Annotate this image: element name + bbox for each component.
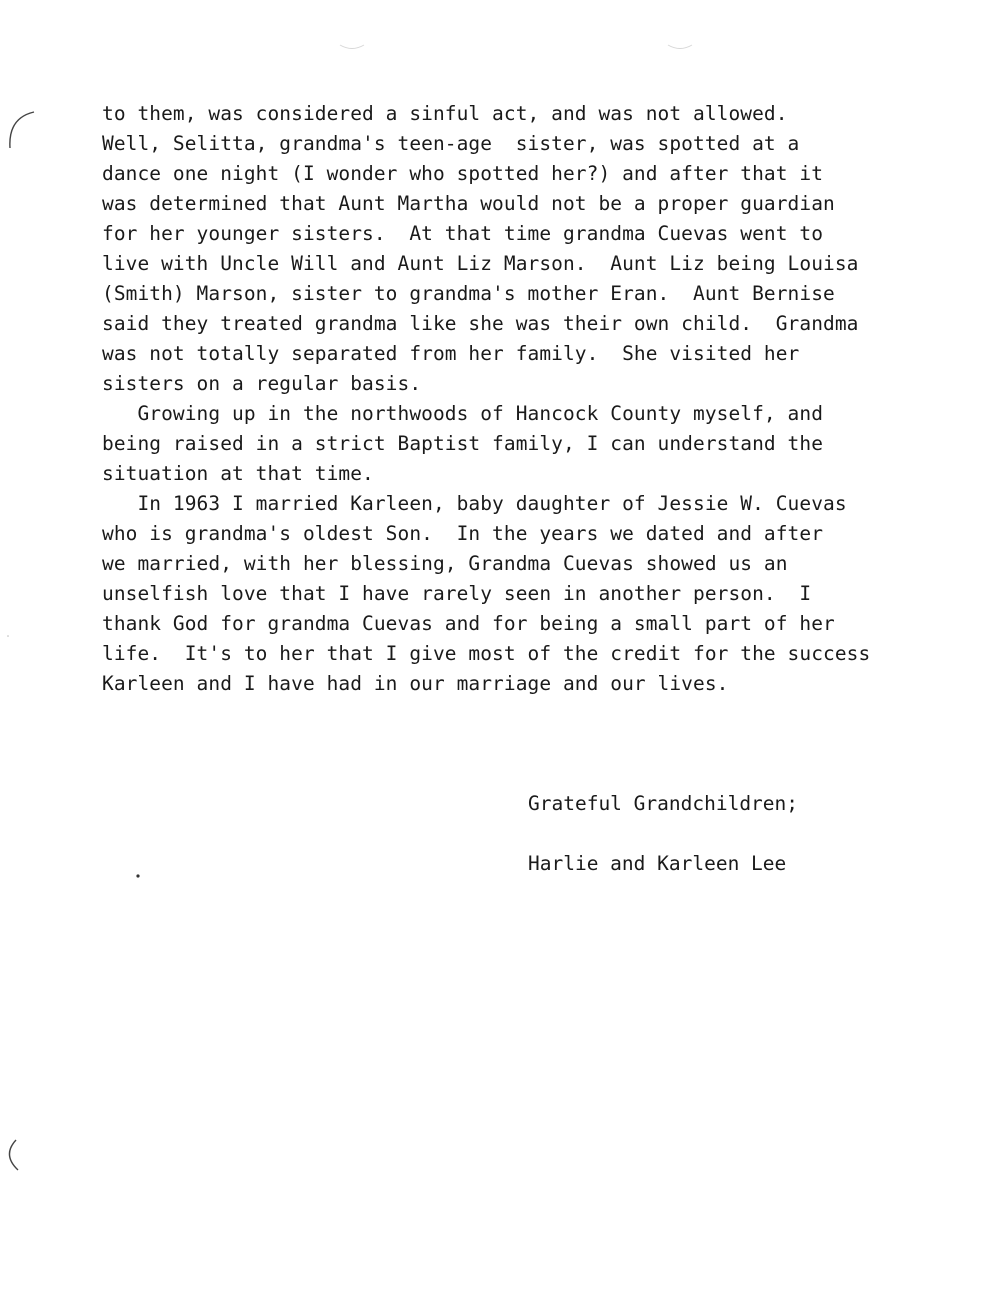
letter-line: being raised in a strict Baptist family, I can understand the [102,432,824,455]
closing-line: Grateful Grandchildren; [528,792,799,815]
letter-line: for her younger sisters. At that time grandma Cuevas went to [102,222,824,245]
letter-line: (Smith) Marson, sister to grandma's mother Eran. Aunt Bernise [102,282,835,305]
letter-line: to them, was considered a sinful act, and was not allowed. [102,102,788,125]
letter-line: who is grandma's oldest Son. In the years we dated and after [102,522,824,545]
letter-line: said they treated grandma like she was their own child. Grandma [102,312,859,335]
letter-line: thank God for grandma Cuevas and for being a small part of her [102,612,835,635]
signature-line: Harlie and Karleen Lee [528,852,787,875]
letter-line: sisters on a regular basis. [102,372,422,395]
letter-line: Well, Selitta, grandma's teen-age sister, was spotted at a [102,132,800,155]
letter-line: unselfish love that I have rarely seen in another person. I [102,582,812,605]
letter-line: dance one night (I wonder who spotted her?) and after that it [102,162,824,185]
letter-line: life. It's to her that I give most of the credit for the success [102,642,871,665]
letter-line: Growing up in the northwoods of Hancock County myself, and [102,402,824,425]
letter-line: live with Uncle Will and Aunt Liz Marson. Aunt Liz being Louisa [102,252,859,275]
letter-line: was not totally separated from her family. She visited her [102,342,800,365]
letter-line: we married, with her blessing, Grandma Cuevas showed us an [102,552,788,575]
letter-line: In 1963 I married Karleen, baby daughter of Jessie W. Cuevas [102,492,847,515]
letter-line: was determined that Aunt Martha would not be a proper guardian [102,192,835,215]
letter-line: situation at that time. [102,462,374,485]
letter-line: Karleen and I have had in our marriage and our lives. [102,672,729,695]
